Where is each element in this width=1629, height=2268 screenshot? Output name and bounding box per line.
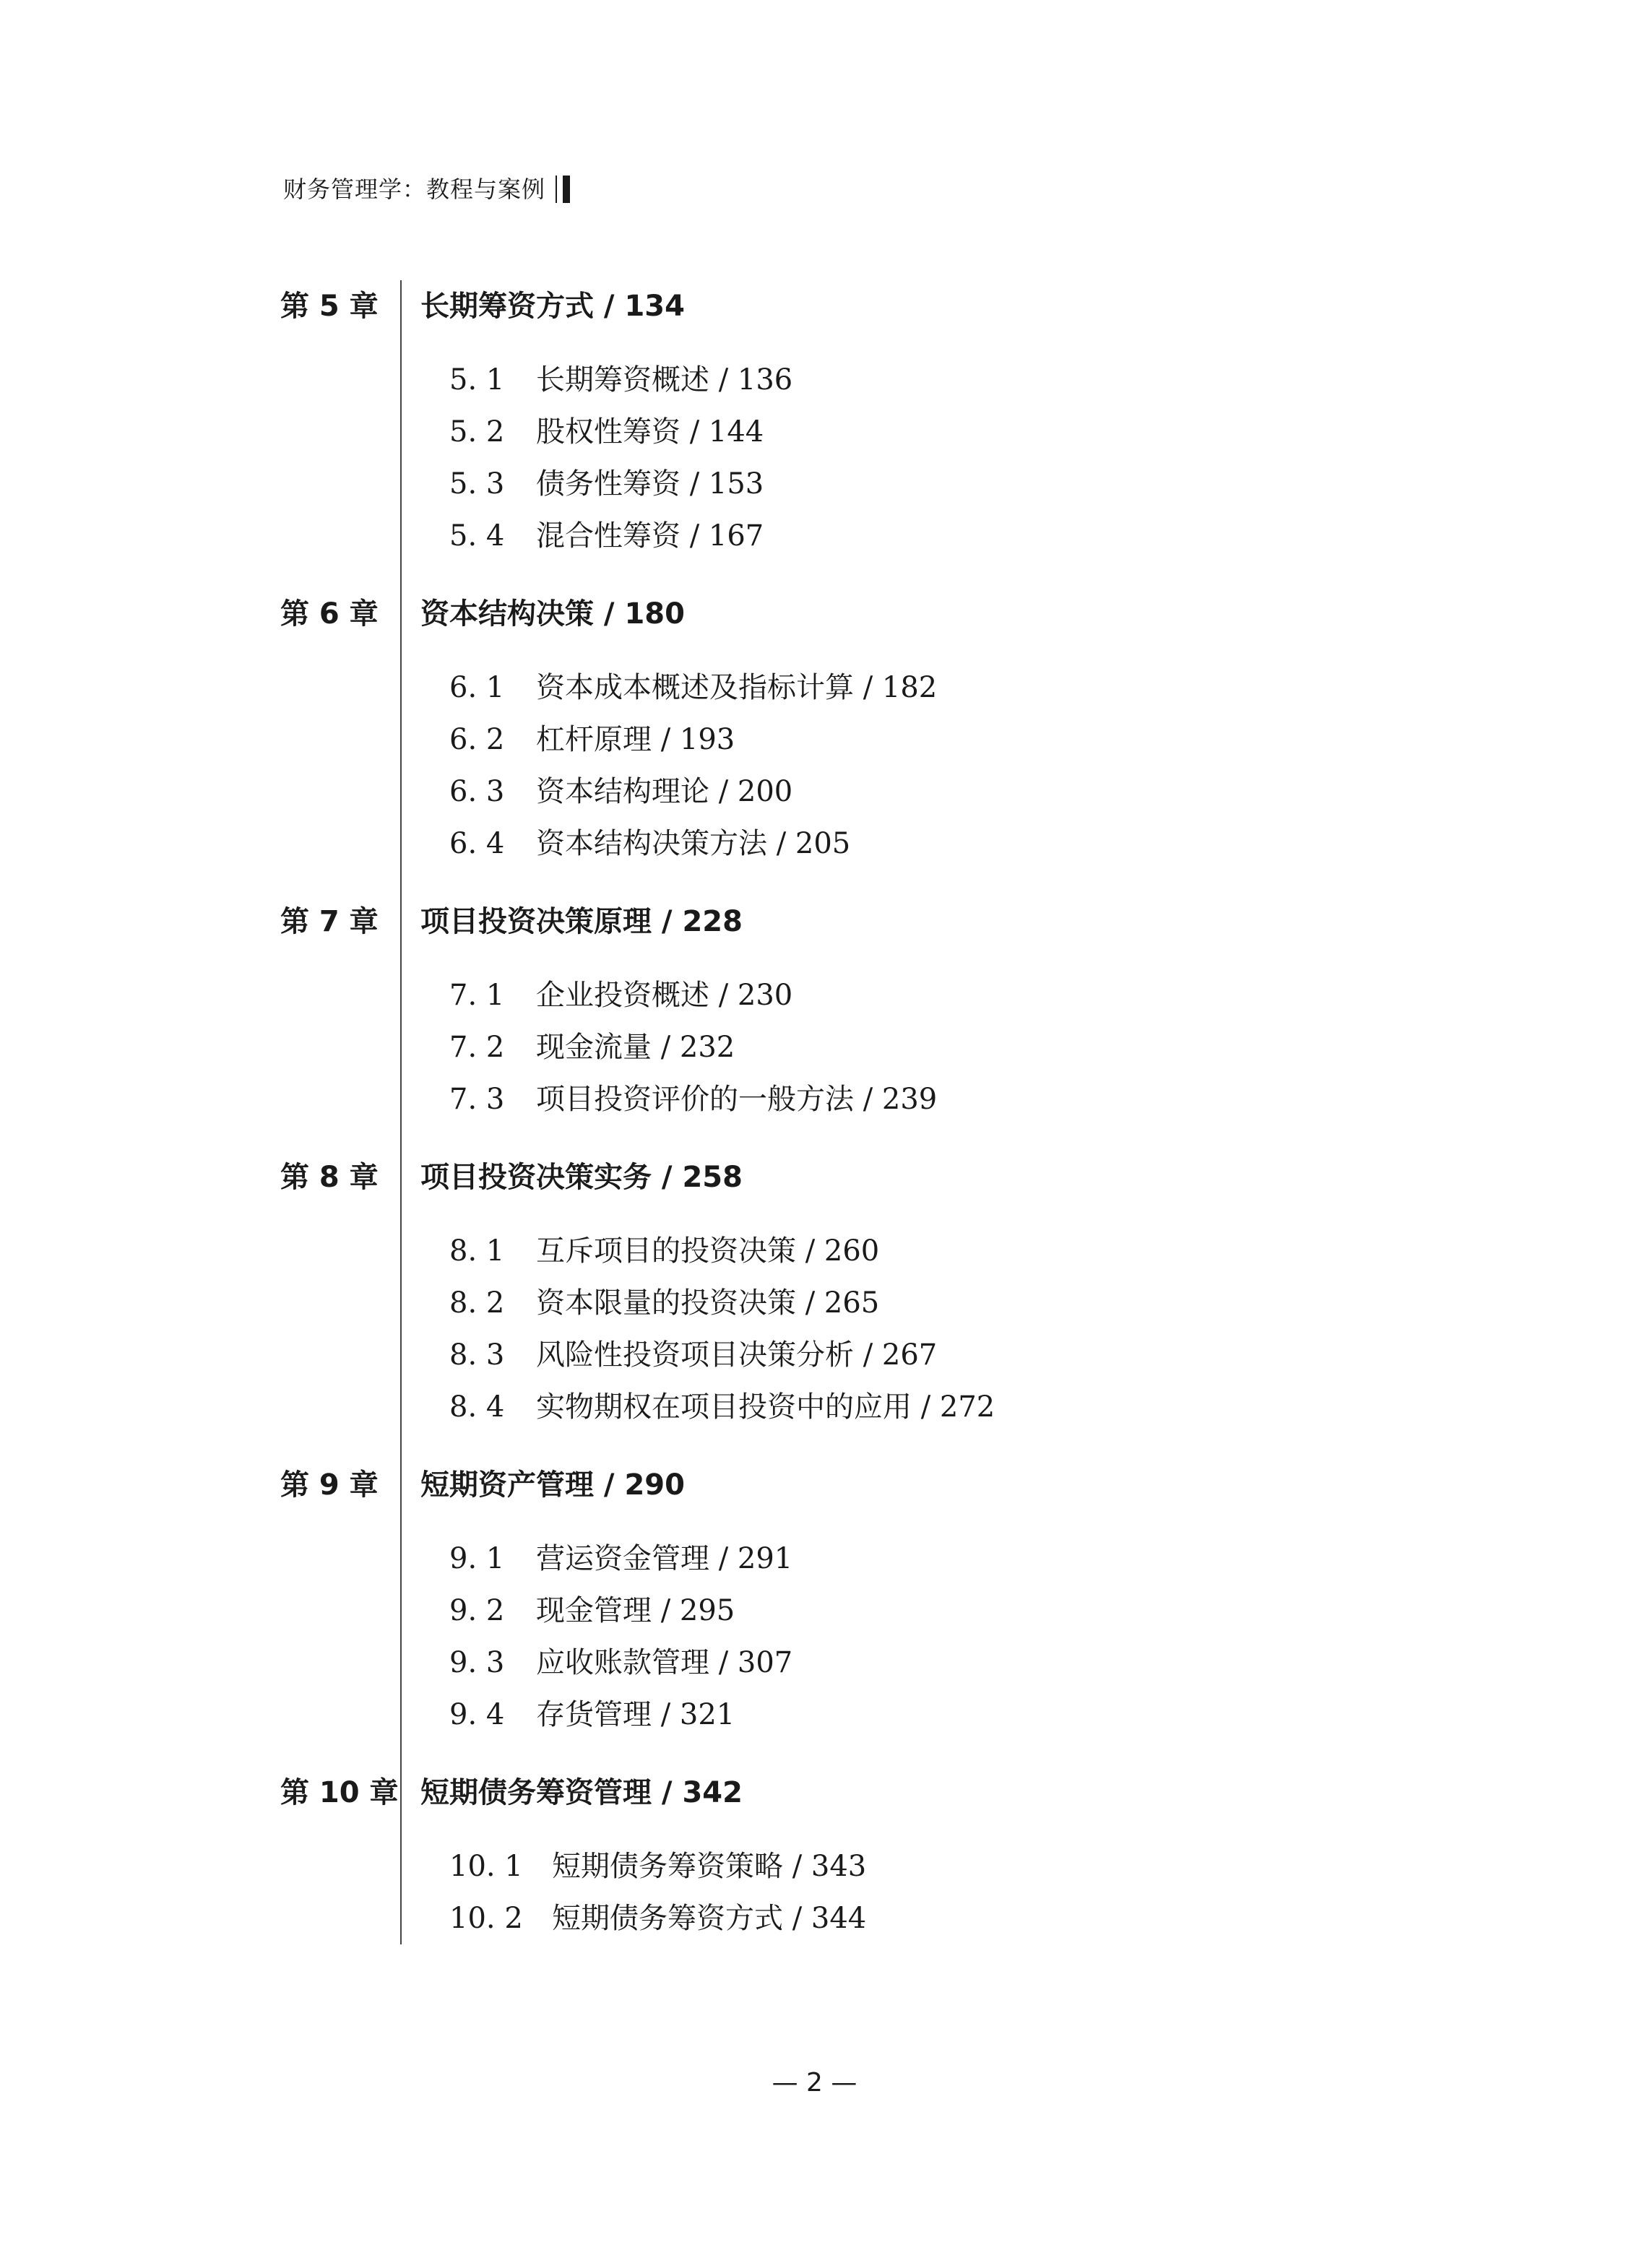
chapter-label: 第 7 章 (280, 905, 379, 938)
section-number: 6. 3 (449, 775, 505, 808)
section-title: 混合性筹资 / 167 (536, 519, 764, 553)
section-title: 资本结构理论 / 200 (536, 775, 793, 808)
toc-section (420, 1073, 1364, 1125)
section-title: 营运资金管理 / 291 (536, 1542, 793, 1575)
header-thin-rule (556, 176, 557, 203)
section-number: 6. 1 (449, 671, 505, 704)
section-title: 企业投资概述 / 230 (536, 979, 793, 1012)
toc-chapter (280, 1459, 1364, 1767)
section-title: 杠杆原理 / 193 (536, 723, 735, 756)
section-number: 7. 2 (449, 1031, 505, 1064)
section-title: 资本成本概述及指标计算 / 182 (536, 671, 938, 704)
section-number: 6. 4 (449, 827, 505, 860)
page-number: — 2 — (772, 2068, 857, 2098)
section-number: 8. 4 (449, 1390, 505, 1424)
chapter-label: 第 8 章 (280, 1161, 379, 1194)
table-of-contents (280, 280, 1364, 1944)
chapter-title: 短期债务筹资管理 / 342 (420, 1776, 743, 1809)
toc-section (420, 1021, 1364, 1073)
toc-section (420, 1225, 1364, 1277)
chapter-label: 第 6 章 (280, 597, 379, 631)
toc-chapter (280, 1767, 1364, 1944)
section-number: 5. 4 (449, 519, 505, 553)
toc-section (420, 1892, 1364, 1944)
toc-section (420, 1329, 1364, 1381)
section-list (420, 640, 1364, 896)
section-number: 5. 2 (449, 415, 505, 449)
section-title: 实物期权在项目投资中的应用 / 272 (536, 1390, 995, 1424)
toc-section (420, 1277, 1364, 1329)
chapter-title: 长期筹资方式 / 134 (420, 290, 685, 323)
section-number: 8. 2 (449, 1286, 505, 1320)
toc-section (420, 1585, 1364, 1637)
chapter-body (400, 1151, 1364, 1459)
toc-section (420, 766, 1364, 818)
chapter-title: 项目投资决策实务 / 258 (420, 1161, 743, 1194)
toc-section (420, 969, 1364, 1021)
toc-chapter (280, 1151, 1364, 1459)
running-header (283, 172, 570, 207)
section-title: 股权性筹资 / 144 (536, 415, 764, 449)
section-number: 9. 1 (449, 1542, 505, 1575)
toc-section (420, 1689, 1364, 1741)
section-list (420, 1203, 1364, 1459)
chapter-title: 短期资产管理 / 290 (420, 1468, 685, 1502)
section-title: 长期筹资概述 / 136 (536, 363, 793, 397)
toc-section (420, 714, 1364, 766)
section-title: 资本限量的投资决策 / 265 (536, 1286, 880, 1320)
section-title: 资本结构决策方法 / 205 (536, 827, 851, 860)
section-number: 6. 2 (449, 723, 505, 756)
chapter-title: 项目投资决策原理 / 228 (420, 905, 743, 938)
section-title: 风险性投资项目决策分析 / 267 (536, 1338, 938, 1372)
section-list (420, 1511, 1364, 1767)
toc-chapter (280, 588, 1364, 896)
toc-section (420, 1840, 1364, 1892)
section-list (420, 948, 1364, 1151)
chapter-body (400, 896, 1364, 1151)
section-number: 5. 3 (449, 467, 505, 501)
chapter-body (400, 588, 1364, 896)
toc-chapter (280, 896, 1364, 1151)
toc-section (420, 1533, 1364, 1585)
toc-section (420, 406, 1364, 458)
chapter-body (400, 1459, 1364, 1767)
toc-section (420, 458, 1364, 510)
toc-chapter (280, 280, 1364, 588)
chapter-title: 资本结构决策 / 180 (420, 597, 685, 631)
chapter-label: 第 10 章 (280, 1776, 399, 1809)
section-title: 互斥项目的投资决策 / 260 (536, 1234, 880, 1268)
section-title: 项目投资评价的一般方法 / 239 (536, 1083, 938, 1116)
section-number: 9. 4 (449, 1698, 505, 1731)
section-list (420, 332, 1364, 588)
chapter-label: 第 5 章 (280, 290, 379, 323)
section-number: 10. 2 (449, 1902, 523, 1935)
section-number: 9. 3 (449, 1646, 505, 1679)
chapter-label: 第 9 章 (280, 1468, 379, 1502)
toc-section (420, 510, 1364, 562)
chapter-body (400, 280, 1364, 588)
toc-section (420, 1381, 1364, 1433)
section-number: 5. 1 (449, 363, 505, 397)
section-list (420, 1819, 1364, 1944)
section-number: 8. 1 (449, 1234, 505, 1268)
toc-section (420, 1637, 1364, 1689)
toc-section (420, 818, 1364, 870)
section-number: 9. 2 (449, 1594, 505, 1627)
section-title: 存货管理 / 321 (536, 1698, 735, 1731)
section-title: 短期债务筹资策略 / 343 (552, 1850, 867, 1883)
section-title: 债务性筹资 / 153 (536, 467, 764, 501)
section-number: 7. 1 (449, 979, 505, 1012)
toc-section (420, 662, 1364, 714)
section-number: 7. 3 (449, 1083, 505, 1116)
section-title: 现金管理 / 295 (536, 1594, 735, 1627)
header-thick-rule (563, 176, 570, 203)
section-title: 现金流量 / 232 (536, 1031, 735, 1064)
chapter-body (400, 1767, 1364, 1944)
section-number: 8. 3 (449, 1338, 505, 1372)
section-title: 短期债务筹资方式 / 344 (552, 1902, 867, 1935)
book-title: 财务管理学：教程与案例 (283, 176, 546, 203)
section-title: 应收账款管理 / 307 (536, 1646, 793, 1679)
section-number: 10. 1 (449, 1850, 523, 1883)
toc-section (420, 354, 1364, 406)
